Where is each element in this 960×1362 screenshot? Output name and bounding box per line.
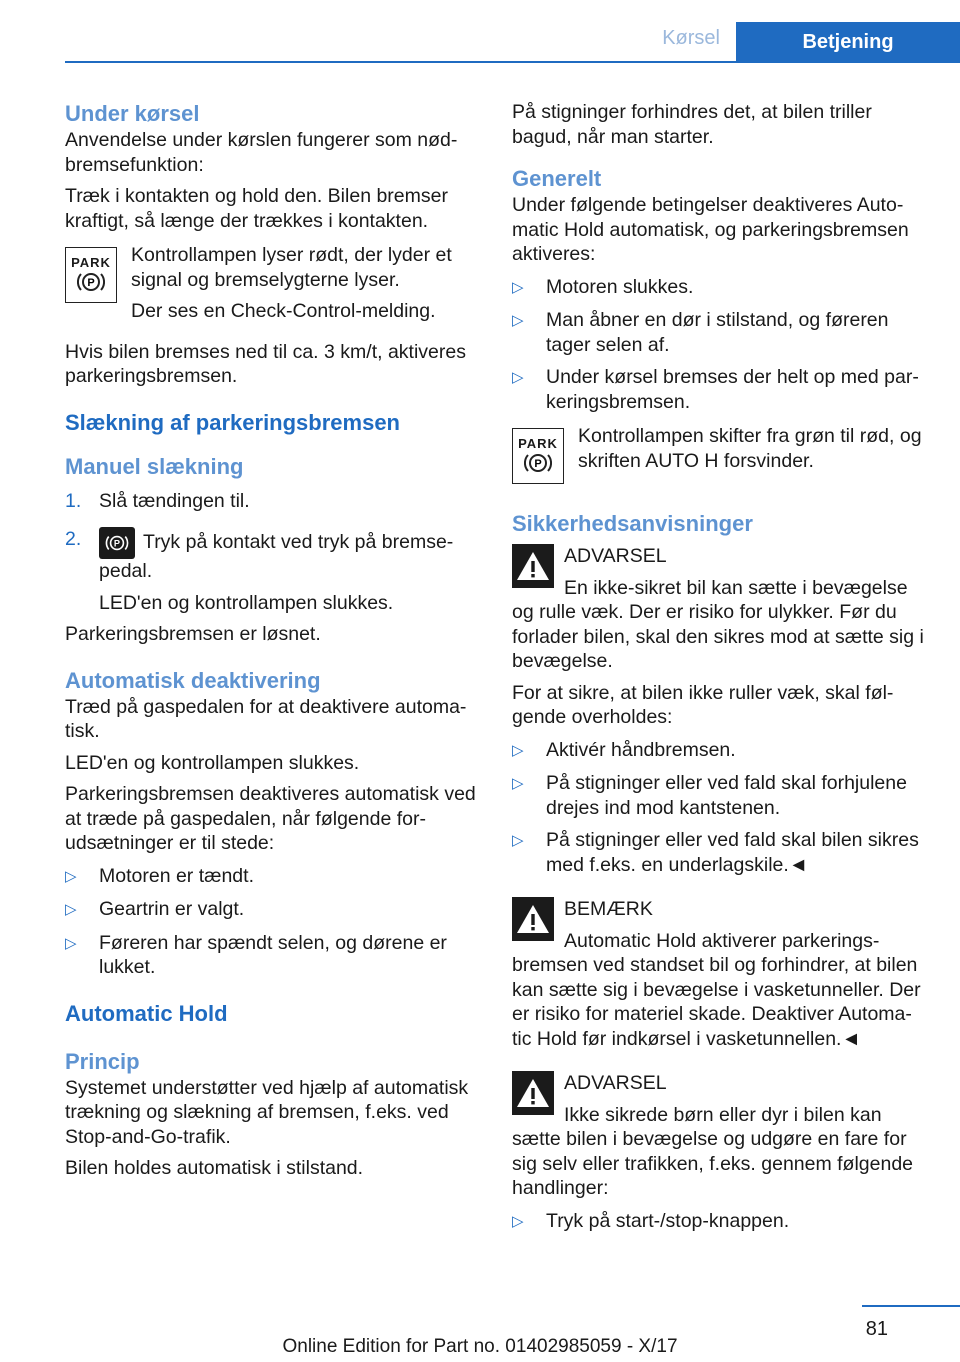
footer-rule — [862, 1305, 960, 1307]
tab-korsel: Kørsel — [662, 27, 720, 49]
icon-text: Kontrollampen lyser rødt, der lyder et signal og bremselygterne lyser. — [131, 244, 452, 291]
paragraph: Træd på gaspedalen for at deaktivere automa- tisk. — [65, 695, 467, 742]
warning-text: og rulle væk. Der er risiko for ulykker. Før du forlader bilen, skal den sikres mod at sætte sig i bevægelse. — [512, 601, 924, 672]
notice-title: BEMÆRK — [564, 898, 653, 920]
notice-text: bremsen ved standset bil og forhindrer, at bilen kan sætte sig i bevægelse i vasketunneller. Der er risiko for materiel skade. Deaktiver Automa- tic Hold før indkørsel i vasketunnellen.◄ — [512, 954, 921, 1050]
bullet-list — [512, 275, 930, 415]
header-rule — [65, 61, 960, 63]
warning-triangle-icon — [512, 897, 554, 941]
heading-under-korsel: Under kørsel — [65, 101, 200, 126]
park-brake-icon: PARK P — [65, 247, 117, 303]
paragraph: Træk i kontakten og hold den. Bilen bremser kraftigt, så længe der trækkes i kontakten. — [65, 185, 448, 232]
right-column — [512, 100, 930, 1234]
warning-triangle-icon — [512, 544, 554, 588]
svg-text:P: P — [113, 538, 121, 549]
heading-manuel-slaekning: Manuel slækning — [65, 453, 244, 479]
warning-box — [512, 1071, 930, 1127]
park-note — [65, 243, 483, 324]
svg-text:P: P — [534, 458, 542, 470]
bullet-list — [512, 738, 930, 878]
warning-lead: En ikke-sikret bil kan sætte i bevægelse — [564, 576, 908, 599]
heading-automatisk-deaktivering: Automatisk deaktivering — [65, 667, 321, 693]
heading-sikkerhedsanvisninger: Sikkerhedsanvisninger — [512, 511, 753, 536]
list-item: ▷ Føreren har spændt selen, og dørene er lukket. — [65, 931, 447, 978]
paragraph: Parkeringsbremsen deaktiveres automatisk ved at træde på gaspedalen, når følgende for- udsætninger er til stede: — [65, 783, 476, 854]
paragraph: Systemet understøtter ved hjælp af automatisk trækning og slækning af bremsen, f.eks. ved Stop-and-Go-trafik. — [65, 1076, 469, 1148]
heading-slaekning: Slækning af parkeringsbremsen — [65, 409, 400, 435]
warning-triangle-icon — [512, 1071, 554, 1115]
paragraph: Anvendelse under kørslen fungerer som nød- bremsefunktion: — [65, 129, 458, 176]
paragraph: Parkeringsbremsen er løsnet. — [65, 623, 321, 645]
icon-text: Der ses en Check-Control-melding. — [131, 300, 436, 322]
bullet-list — [512, 1209, 930, 1235]
edition-text: Online Edition for Part no. 01402985059 - X/17 — [282, 1336, 678, 1357]
heading-princip: Princip — [65, 1048, 140, 1074]
paragraph: LED'en og kontrollampen slukkes. — [65, 751, 360, 774]
list-item: ▷ Geartrin er valgt. — [65, 898, 245, 920]
parking-brake-switch-icon — [99, 527, 135, 559]
list-item: ▷ Under kørsel bremses der helt op med par- keringsbremsen. — [512, 366, 919, 413]
brake-circle-icon — [77, 270, 105, 294]
list-item: 2. P Tryk på kontakt ved tryk på bremse- pedal. LED'en og kontrollampen slukkes. — [65, 527, 483, 615]
warning-text: sætte bilen i bevægelse og udgøre en fare for sig selv eller trafikken, f.eks. gennem følgende handlinger: — [512, 1128, 914, 1199]
notice-lead: Automatic Hold aktiverer parkerings- — [564, 929, 880, 952]
warning-title: ADVARSEL — [564, 545, 667, 567]
bullet-list — [65, 864, 483, 980]
heading-automatic-hold: Automatic Hold — [65, 1000, 228, 1026]
warning-title: ADVARSEL — [564, 1072, 667, 1094]
list-item: ▷ Tryk på start-/stop-knappen. — [512, 1209, 790, 1232]
list-item: ▷ Motoren er tændt. — [65, 864, 254, 887]
paragraph: Bilen holdes automatisk i stilstand. — [65, 1157, 364, 1179]
page-number: 81 — [865, 1318, 888, 1340]
warning-lead: Ikke sikrede børn eller dyr i bilen kan — [564, 1103, 882, 1126]
paragraph: På stigninger forhindres det, at bilen triller bagud, når man starter. — [512, 101, 872, 148]
svg-text:P: P — [87, 277, 95, 289]
brake-circle-icon — [524, 451, 552, 475]
list-item: ▷ På stigninger eller ved fald skal forhjulene drejes ind mod kantstenen. — [512, 772, 907, 819]
park-note — [512, 424, 930, 484]
list-item: ▷ På stigninger eller ved fald skal bilen sikres med f.eks. en underlagskile.◄ — [512, 829, 919, 876]
heading-generelt: Generelt — [512, 166, 602, 191]
park-brake-icon: PARK P — [512, 428, 564, 484]
list-item: ▷ Aktivér håndbremsen. — [512, 738, 736, 761]
left-column — [65, 100, 483, 1181]
paragraph: Under følgende betingelser deaktiveres Auto- matic Hold automatisk, og parkeringsbremsen aktiveres: — [512, 194, 909, 265]
paragraph: For at sikre, at bilen ikke ruller væk, skal føl- gende overholdes: — [512, 681, 894, 728]
list-item: ▷ Man åbner en dør i stilstand, og føreren tager selen af. — [512, 309, 889, 356]
icon-text: Kontrollampen skifter fra grøn til rød, og skriften AUTO H forsvinder. — [578, 425, 922, 472]
tab-betjening: Betjening — [736, 22, 960, 62]
steps-list — [65, 489, 483, 616]
warning-box — [512, 544, 930, 600]
list-item: 1. Slå tændingen til. — [65, 489, 250, 512]
list-item: ▷ Motoren slukkes. — [512, 275, 694, 298]
step-subtext: LED'en og kontrollampen slukkes. — [99, 591, 394, 614]
paragraph: Hvis bilen bremses ned til ca. 3 km/t, aktiveres parkeringsbremsen. — [65, 340, 466, 387]
notice-box — [512, 897, 930, 953]
